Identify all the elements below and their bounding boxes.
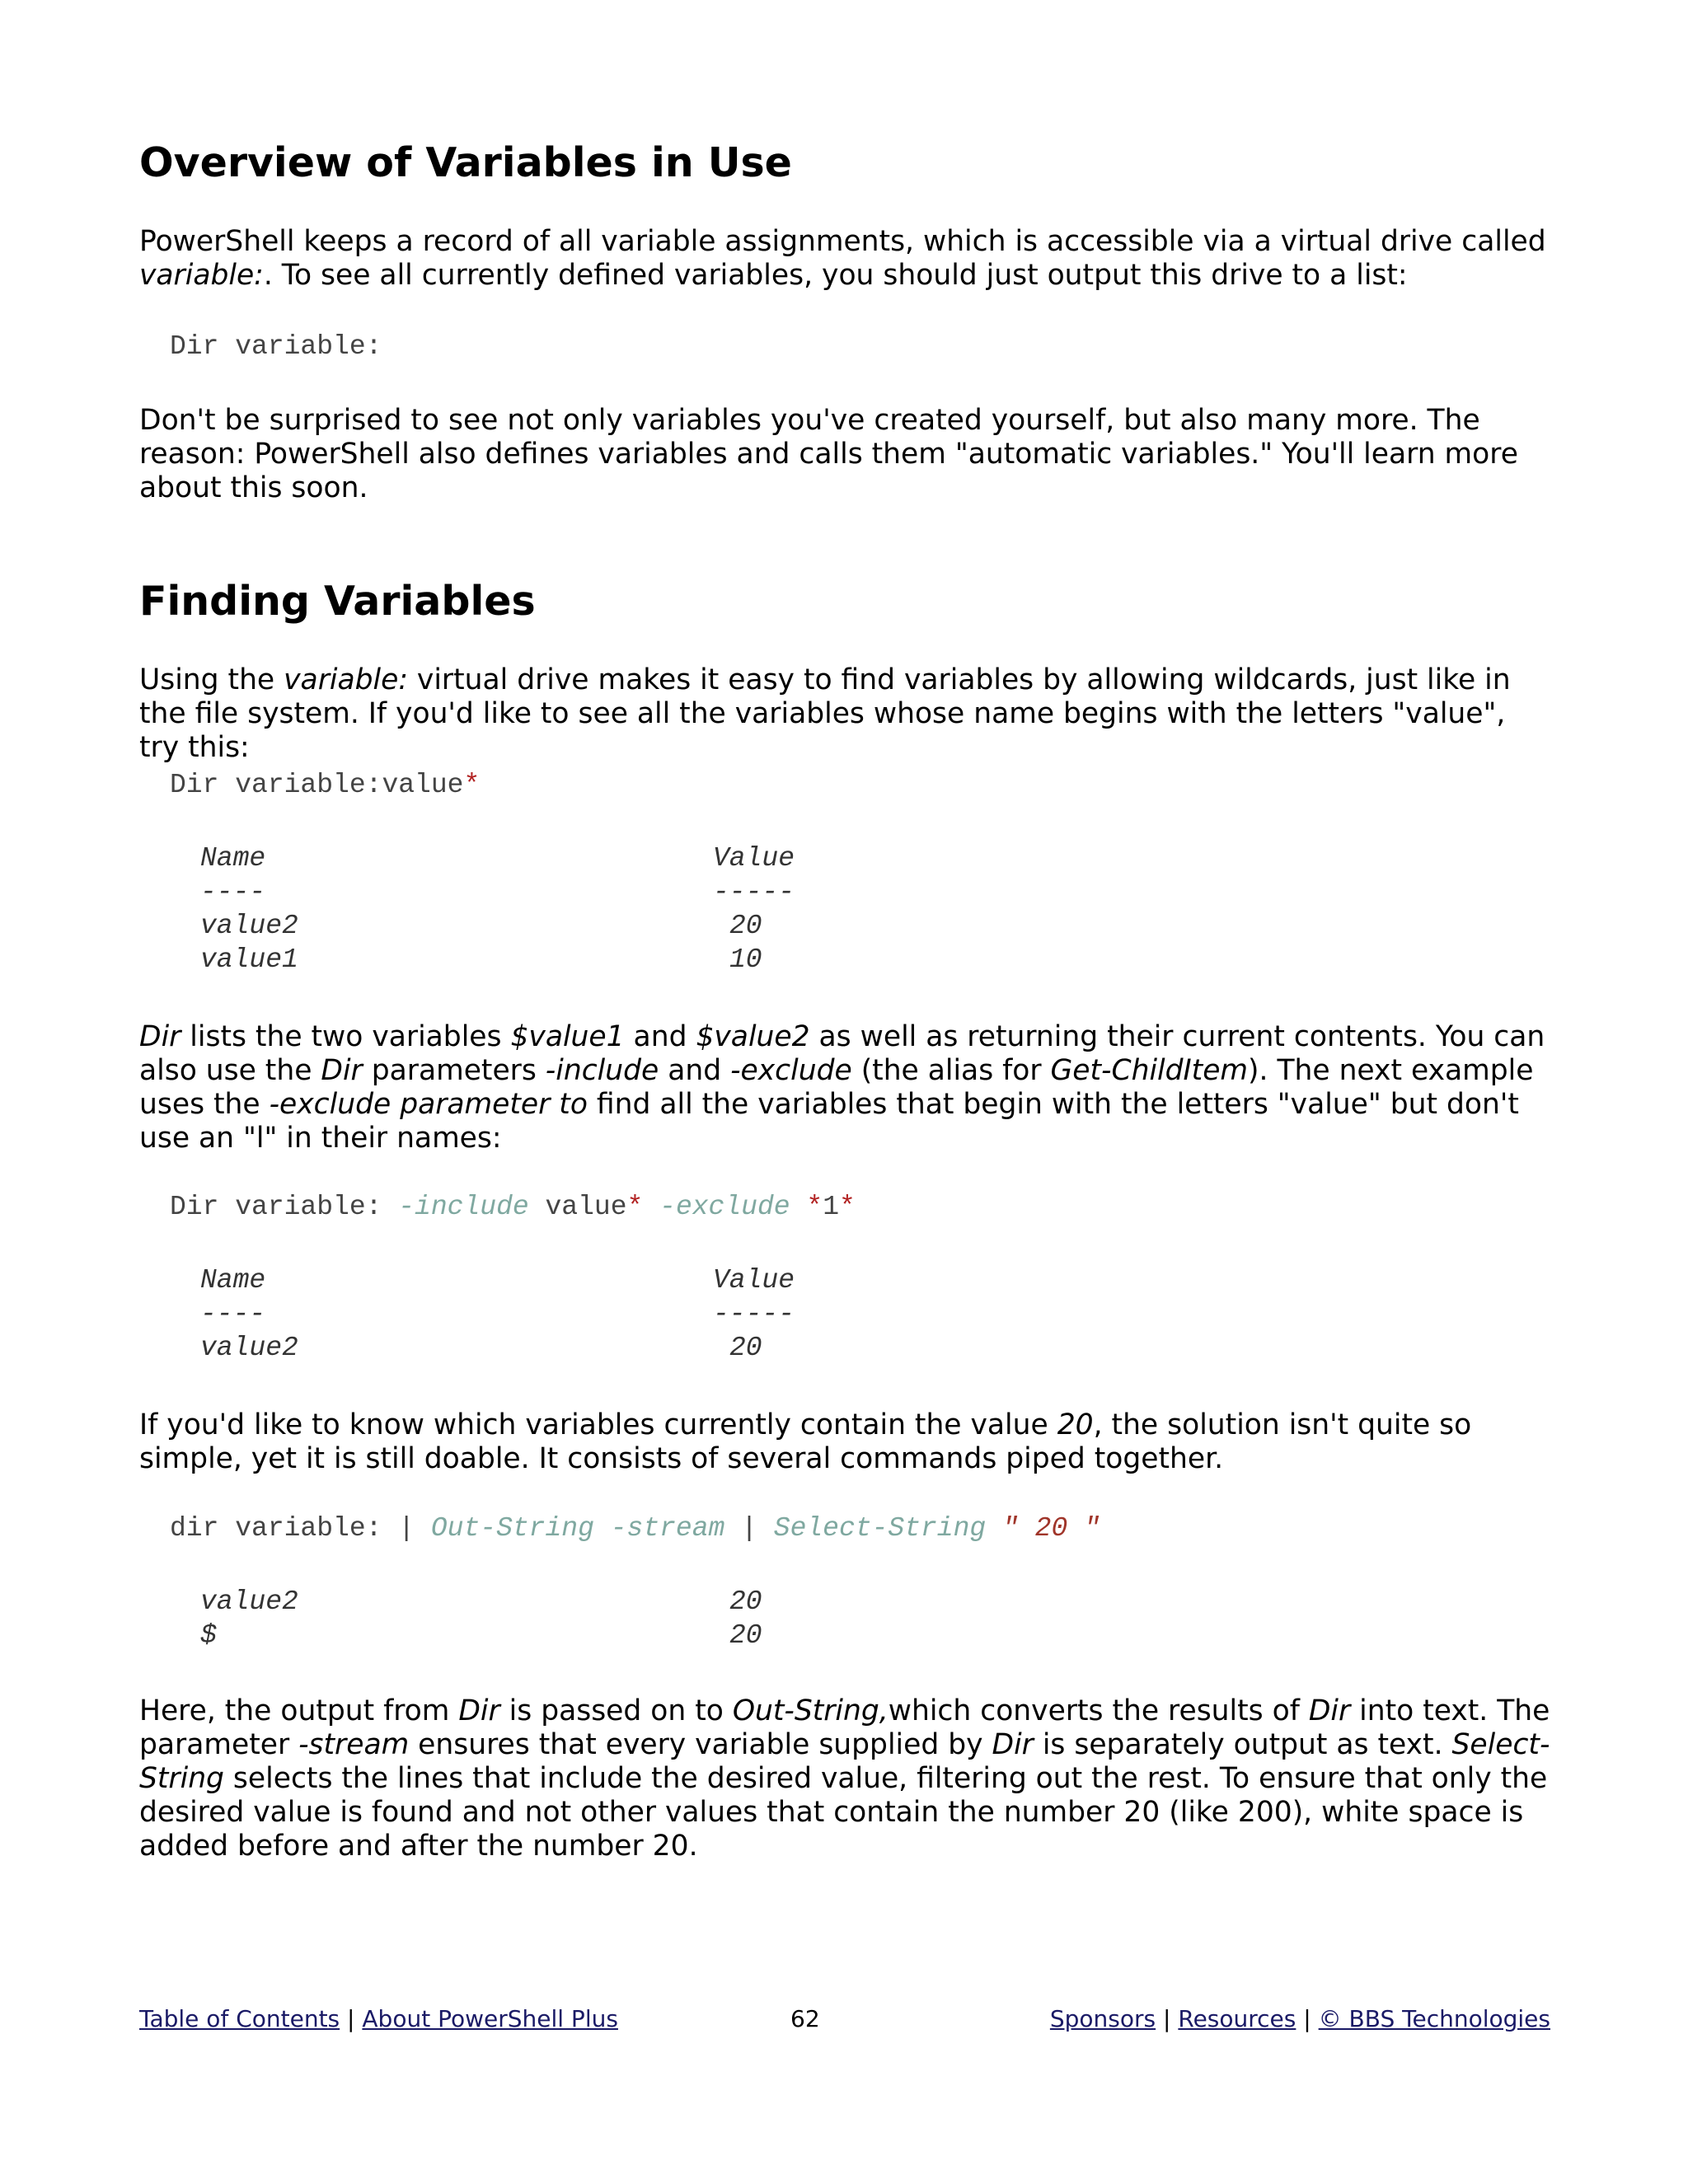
text-run-italic: variable: [284, 663, 408, 696]
code-parameter: -include [398, 1192, 529, 1222]
page-number: 62 [790, 2005, 820, 2032]
code-wildcard: * [626, 1192, 644, 1222]
code-text [643, 1192, 659, 1222]
text-run-italic: 20 [1057, 1408, 1094, 1441]
code-block-select-string [170, 1511, 1100, 1545]
output-row [200, 943, 762, 977]
text-run: find all the variables that begin with the letters "value" but don't use an "l" in their names: [139, 1088, 1519, 1155]
link-bbs-technologies[interactable]: © BBS Technologies [1318, 2005, 1550, 2032]
text-run-italic: Out-String, [732, 1694, 889, 1727]
footer-right-links [1050, 2004, 1550, 2034]
paragraph-overview-intro [139, 225, 1550, 293]
text-run-italic: Select-String [139, 1728, 1550, 1795]
output-header-row [200, 1263, 795, 1297]
code-text: Dir variable: [170, 1192, 399, 1222]
text-run: is separately output as text. [1033, 1728, 1452, 1761]
link-table-of-contents[interactable]: Table of Contents [139, 2005, 340, 2032]
code-text: dir variable: | [170, 1513, 431, 1544]
output-cell-name: value2 [200, 1333, 298, 1363]
paragraph-value-20 [139, 1408, 1550, 1476]
text-run-italic: Dir [458, 1694, 500, 1727]
output-dash-name: ---- [200, 1299, 266, 1329]
code-string: " 20 " [1002, 1513, 1100, 1544]
text-run: parameters [362, 1054, 546, 1087]
text-run-italic: variable: [139, 259, 264, 292]
text-run: (the alias for [851, 1054, 1051, 1087]
text-run: ensures that every variable supplied by [409, 1728, 992, 1761]
code-text: value [528, 1192, 627, 1222]
code-wildcard: * [839, 1192, 856, 1222]
code-cmdlet: Out-String [430, 1513, 594, 1544]
text-run: . To see all currently defined variables, you should just output this drive to a list: [263, 259, 1408, 292]
code-text [790, 1192, 807, 1222]
output-cell-name: $ [200, 1620, 217, 1651]
output-cell-value: 20 [729, 911, 762, 941]
output-cell-value: 20 [729, 1620, 762, 1651]
text-run: is passed on to [499, 1694, 733, 1727]
output-cell-name: value2 [200, 911, 298, 941]
output-row [200, 1331, 762, 1365]
output-row [200, 909, 762, 943]
text-run: and [624, 1020, 696, 1053]
footer-separator: | [1303, 2005, 1311, 2032]
code-parameter: -exclude [659, 1192, 790, 1222]
code-parameter: -stream [610, 1513, 725, 1544]
footer-left-links [139, 2004, 618, 2034]
text-run: lists the two variables [181, 1020, 511, 1053]
text-run: selects the lines that include the desired value, filtering out the rest. To ensure that only the desired value is found and not other values that contain the number 20 (like 200), white space is added before and after the number 20. [139, 1762, 1548, 1863]
link-resources[interactable]: Resources [1178, 2005, 1296, 2032]
text-run: If you'd like to know which variables currently contain the value [139, 1408, 1057, 1441]
text-run-italic: -stream [298, 1728, 410, 1761]
output-dash-value: ----- [713, 877, 795, 907]
text-run-italic: Get-ChildItem [1050, 1054, 1249, 1087]
text-run-italic: Dir [1308, 1694, 1351, 1727]
text-run-italic: Dir [321, 1054, 363, 1087]
output-cell-name: value1 [200, 944, 298, 975]
output-cell-value: 20 [729, 1333, 762, 1363]
paragraph-finding-intro [139, 663, 1550, 765]
output-header-name: Name [200, 1265, 266, 1296]
code-text: Dir variable:value [170, 770, 464, 800]
output-dash-value: ----- [713, 1299, 795, 1329]
code-wildcard: * [463, 770, 481, 800]
section-heading-finding-variables: Finding Variables [139, 578, 536, 625]
text-run: as well as returning their current contents. You can also use the [139, 1020, 1545, 1087]
text-run: into text. The parameter [139, 1694, 1550, 1761]
output-cell-name: value2 [200, 1586, 298, 1617]
output-header-row [200, 841, 795, 875]
text-run: virtual drive makes it easy to find variables by allowing wildcards, just like in the file system. If you'd like to see all the variables whose name begins with the letters "value", try this: [139, 663, 1511, 764]
paragraph-out-string-explanation [139, 1694, 1550, 1863]
code-cmdlet: Select-String [773, 1513, 987, 1544]
text-run-italic: Dir [992, 1728, 1034, 1761]
text-run: ). The next example uses the [139, 1054, 1534, 1121]
output-cell-value: 10 [729, 944, 762, 975]
text-run-italic: -include [545, 1054, 659, 1087]
output-cell-value: 20 [729, 1586, 762, 1617]
text-run-italic: $value1 [510, 1020, 625, 1053]
text-run: , the solution isn't quite so simple, yet it is still doable. It consists of several commands piped together. [139, 1408, 1472, 1475]
text-run: Using the [139, 663, 284, 696]
footer-separator: | [347, 2005, 355, 2032]
text-run-italic: $value2 [696, 1020, 810, 1053]
output-row [200, 1619, 762, 1652]
text-run: PowerShell keeps a record of all variable assignments, which is accessible via a virtual drive called [139, 225, 1546, 258]
code-block-dir-value-wildcard [170, 768, 480, 802]
output-header-name: Name [200, 843, 266, 874]
output-header-value: Value [713, 1265, 795, 1296]
code-text: 1 [823, 1192, 840, 1222]
paragraph-automatic-variables: Don't be surprised to see not only variables you've created yourself, but also many more. The reason: PowerShell also defines variables and calls them "automatic variables." You'll learn more about this soon. [139, 404, 1518, 504]
code-block-dir-variable: Dir variable: [170, 331, 382, 362]
link-sponsors[interactable]: Sponsors [1049, 2005, 1156, 2032]
text-run: and [659, 1054, 731, 1087]
output-header-value: Value [713, 843, 795, 874]
output-dash-name: ---- [200, 877, 266, 907]
code-text: | [724, 1513, 774, 1544]
text-run-italic: -exclude [730, 1054, 852, 1087]
code-block-include-exclude [170, 1190, 856, 1224]
output-row [200, 1585, 762, 1619]
link-about-powershell-plus[interactable]: About PowerShell Plus [362, 2005, 618, 2032]
text-run: which converts the results of [888, 1694, 1309, 1727]
output-dash-row [200, 875, 795, 909]
code-text [594, 1513, 611, 1544]
section-heading-overview: Overview of Variables in Use [139, 139, 792, 186]
paragraph-dir-lists [139, 1020, 1550, 1155]
text-run: Here, the output from [139, 1694, 459, 1727]
footer-separator: | [1163, 2005, 1171, 2032]
code-text [986, 1513, 1002, 1544]
text-run-italic: -exclude parameter to [269, 1088, 588, 1121]
text-run-italic: Dir [139, 1020, 181, 1053]
output-dash-row [200, 1297, 795, 1331]
code-wildcard: * [806, 1192, 823, 1222]
